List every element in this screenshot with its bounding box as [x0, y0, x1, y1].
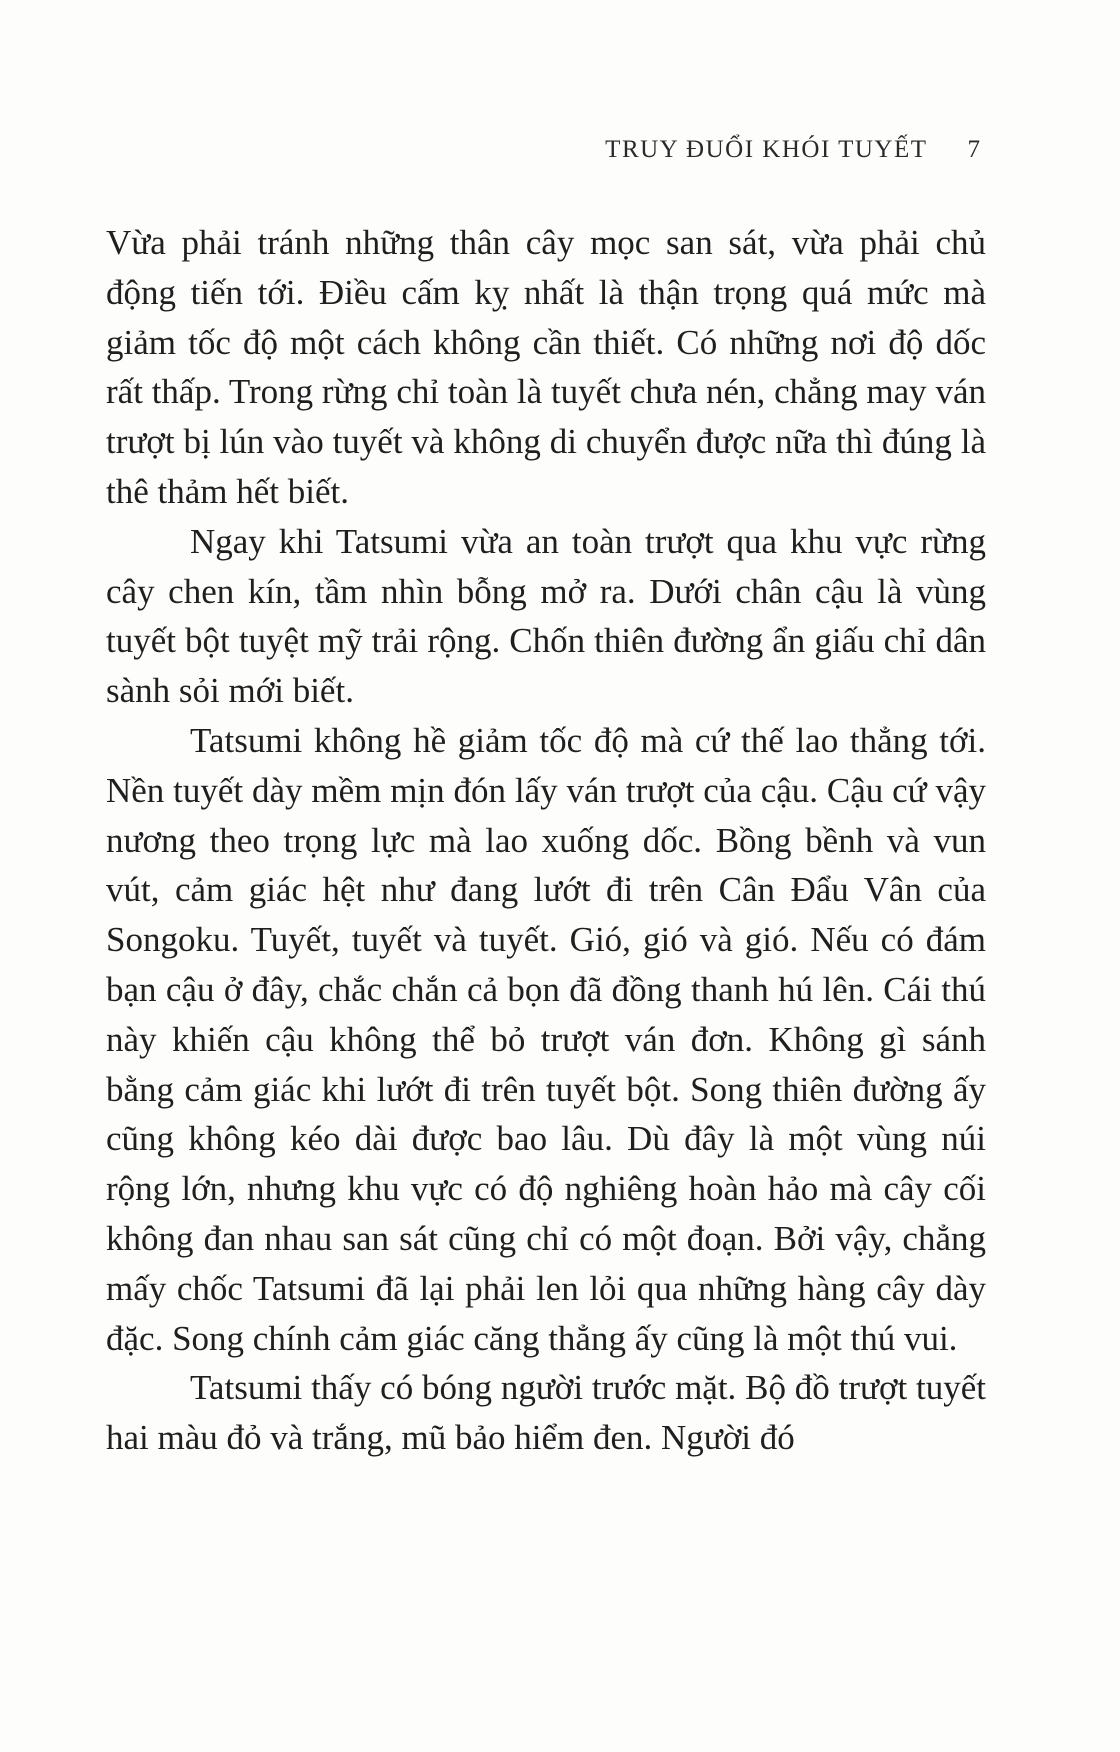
running-title: TRUY ĐUỔI KHÓI TUYẾT: [605, 136, 928, 163]
paragraph: Tatsumi thấy có bóng người trước mặt. Bộ đồ trượt tuyết hai màu đỏ và trắng, mũ bảo hiểm đen. Người đó: [106, 1368, 986, 1458]
running-head: [605, 136, 980, 164]
paragraph: Ngay khi Tatsumi vừa an toàn trượt qua khu vực rừng cây chen kín, tầm nhìn bỗng mở ra. Dưới chân cậu là vùng tuyết bột tuyệt mỹ trải rộng. Chốn thiên đường ẩn giấu chỉ dân sành sỏi mới biết.: [106, 521, 986, 711]
page-number: 7: [967, 136, 980, 163]
body-text: [106, 218, 986, 1463]
paragraph: Tatsumi không hề giảm tốc độ mà cứ thế lao thẳng tới. Nền tuyết dày mềm mịn đón lấy ván trượt của cậu. Cậu cứ vậy nương theo trọng lực mà lao xuống dốc. Bồng bềnh và vun vút, cảm giác hệt như đang lướt đi trên Cân Đẩu Vân của Songoku. Tuyết, tuyết và tuyết. Gió, gió và gió. Nếu có đám bạn cậu ở đây, chắc chắn cả bọn đã đồng thanh hú lên. Cái thú này khiến cậu không thể bỏ trượt ván đơn. Không gì sánh bằng cảm giác khi lướt đi trên tuyết bột. Song thiên đường ấy cũng không kéo dài được bao lâu. Dù đây là một vùng núi rộng lớn, nhưng khu vực có độ nghiêng hoàn hảo mà cây cối không đan nhau san sát cũng chỉ có một đoạn. Bởi vậy, chẳng mấy chốc Tatsumi đã lại phải len lỏi qua những hàng cây dày đặc. Song chính cảm giác căng thẳng ấy cũng là một thú vui.: [106, 720, 986, 1358]
paragraph: Vừa phải tránh những thân cây mọc san sát, vừa phải chủ động tiến tới. Điều cấm kỵ nhất là thận trọng quá mức mà giảm tốc độ một cách không cần thiết. Có những nơi độ dốc rất thấp. Trong rừng chỉ toàn là tuyết chưa nén, chẳng may ván trượt bị lún vào tuyết và không di chuyển được nữa thì đúng là thê thảm hết biết.: [106, 223, 986, 511]
